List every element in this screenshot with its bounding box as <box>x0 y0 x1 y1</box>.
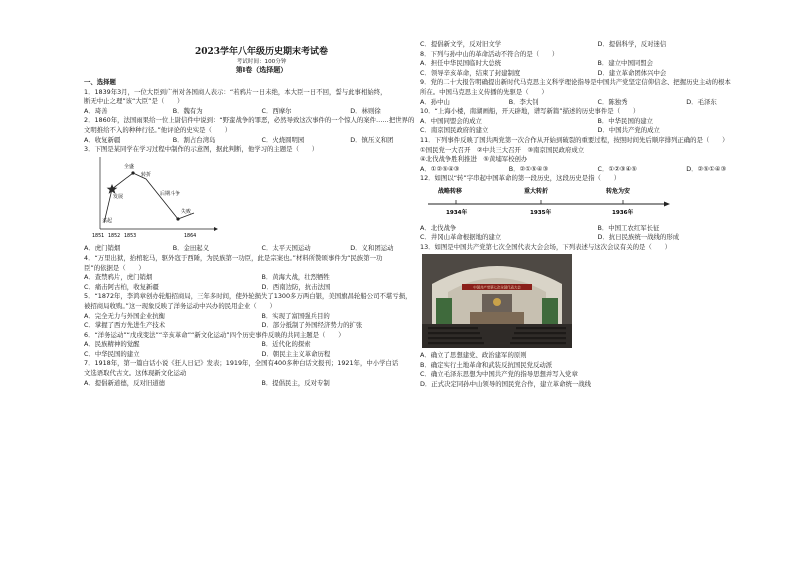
option-b[interactable]: B．建立中国同盟会 <box>597 59 654 68</box>
question-stem: 文明推给不入的种种行径。”他评论的史实是（ ） <box>84 125 232 134</box>
option-b[interactable]: B．李大钊 <box>508 97 539 106</box>
question-7-options-cont <box>420 40 775 50</box>
options <box>84 244 439 254</box>
option-a[interactable]: A．提倡新道德，反对旧道德 <box>84 378 166 387</box>
point-marker <box>176 217 179 220</box>
year-tick: 1853 <box>124 233 137 239</box>
year-tick: 1852 <box>108 233 121 239</box>
congress-hall-photo <box>422 254 572 348</box>
option-a[interactable]: A．查禁鸦片，虎门销烟 <box>84 273 153 282</box>
options <box>84 273 439 292</box>
label-fail: 失败 <box>181 208 192 215</box>
option-b[interactable]: B．提倡民主，反对专制 <box>261 378 330 387</box>
question-1 <box>84 88 439 117</box>
question-8 <box>420 50 775 79</box>
option-d[interactable]: D．中国共产党的成立 <box>597 126 660 135</box>
option-b[interactable]: B．中国工农红军长征 <box>597 223 660 232</box>
flag-left <box>436 298 452 324</box>
question-3 <box>84 145 439 254</box>
timeline-figure <box>426 184 676 220</box>
option-d[interactable]: D．朝民主主义革命历程 <box>261 349 331 358</box>
option-c[interactable]: C．掌握了西方先进生产技术 <box>84 321 166 330</box>
options <box>84 107 439 117</box>
left-column <box>84 0 439 388</box>
question-stem: 所在。中国马克思主义传播的先驱是（ ） <box>420 87 548 96</box>
question-stem: 5．“1872年，李鸿章创办轮船招商局，三年多时间，使外轮损失了1300多万两白银，美国旗昌轮船公司不堪亏损， <box>84 292 412 301</box>
option-c[interactable]: C．井冈山革命根据地的建立 <box>420 233 502 242</box>
question-stem: 2．1860年，法国雨果给一位上尉信件中说到：“野蛮战争的罪恶，必然导致这次事件的一个惊人的案件……把世界的 <box>84 116 415 125</box>
question-stem: 臣”的依据是（ ） <box>84 263 145 272</box>
timeline-event: 重大转折 <box>524 187 549 195</box>
axis-arrow-icon <box>214 227 218 231</box>
question-9 <box>420 78 775 107</box>
option-c[interactable]: C．提倡新文学，反对旧文学 <box>420 40 502 48</box>
option-c[interactable]: C．陈独秀 <box>597 97 628 106</box>
question-stem: 7．1918年，第一篇白话小说《狂人日记》发表；1919年，全国有400多种白话文报刊；1921年，中小学白话 <box>84 359 399 368</box>
option-c[interactable]: C．①②③④⑤ <box>597 164 637 173</box>
option-b[interactable]: B．魏有为 <box>172 106 203 115</box>
timeline-event: 战略转移 <box>438 187 463 195</box>
option-d[interactable]: D．义和团运动 <box>350 244 394 253</box>
option-b[interactable]: B．金田起义 <box>172 244 210 253</box>
section-heading: 一、选择题 <box>84 78 116 86</box>
exam-time: 考试时间：100分钟 <box>236 59 287 65</box>
options <box>84 312 439 331</box>
question-stem: 13．如图是中国共产党第七次全国代表大会会场，下列表述与这次会议有关的是（ ） <box>420 242 671 251</box>
option-a[interactable]: A．琦善 <box>84 106 108 115</box>
option-c[interactable]: C．领导辛亥革命，结束了封建制度 <box>420 68 521 77</box>
options <box>84 136 439 146</box>
option-c[interactable]: C．太平天国运动 <box>261 244 311 253</box>
point-marker <box>131 171 134 174</box>
option-a[interactable]: A．①②⑤④③ <box>420 164 460 173</box>
right-column <box>420 0 775 390</box>
option-b[interactable]: B．中华民国的建立 <box>597 116 654 125</box>
option-a[interactable]: A．中国同盟会的成立 <box>420 116 482 125</box>
option-b[interactable]: B．实现了富国强兵目的 <box>261 311 330 320</box>
options <box>420 224 775 243</box>
question-stem: 1．1839年3月，一位大臣到广州对各国商人表示：“若鸦片一日未绝，本大臣一日不回，誓与此事相始终， <box>84 87 387 96</box>
arrow-icon <box>664 201 670 206</box>
question-stem: 8．下列与孙中山的革命活动不符合的是（ ） <box>420 49 559 58</box>
option-a[interactable]: A．收复新疆 <box>84 135 121 144</box>
event-list: ①国民党一大召开 ②中共三大召开 ③南京国民政府成立 <box>420 145 585 154</box>
question-stem: 11．下列事件反映了国共两党第一次合作从开始到破裂的重要过程，按照时间先后顺序排列正确的是（ ） <box>420 135 729 144</box>
year-tick: 1864 <box>184 233 197 239</box>
label-turn: 转折 <box>141 171 152 178</box>
question-4 <box>84 254 439 292</box>
option-a[interactable]: A．北伐战争 <box>420 223 457 232</box>
option-d[interactable]: D．提倡科学，反对迷信 <box>597 40 667 48</box>
option-a[interactable]: A．孙中山 <box>420 97 450 106</box>
emblem <box>493 298 501 306</box>
label-late: 后期斗争 <box>160 190 181 197</box>
flag-right <box>542 298 558 324</box>
question-stem: 4．“万里出狱，抬棺驼马，驱外寇于西陲，为民族第一功臣，此是宗案也。”材料所赞颂事件为“民族第一功 <box>84 253 383 262</box>
option-a[interactable]: A．完全无力与外国企业抗衡 <box>84 311 166 320</box>
option-d[interactable]: D．正式决定同孙中山领导的国民党合作，建立革命统一战线 <box>420 380 592 389</box>
option-a[interactable]: A．民族精神的觉醒 <box>84 340 140 349</box>
event-list: ④北伐战争胜利推进 ⑤黄埔军校创办 <box>420 155 528 164</box>
question-stem: 10．“上海小楼，南湖画船，开天辟地，谱写新篇”描述的历史事件是（ ） <box>420 107 640 116</box>
question-stem: 被招商局收购。”这一现象反映了洋务运动中兴办的民用企业（ ） <box>84 301 276 310</box>
option-d[interactable]: D．毛泽东 <box>686 97 717 106</box>
options <box>84 340 439 359</box>
option-d[interactable]: D．林则徐 <box>350 106 381 115</box>
question-stem: 3．下图是某同学在学习过程中制作的示意图，据此判断，他学习的主题是（ ） <box>84 145 319 154</box>
option-b[interactable]: B．黄海大战，壮烈牺牲 <box>261 273 330 282</box>
option-b[interactable]: B．割占台湾岛 <box>172 135 216 144</box>
option-d[interactable]: D．②⑤①④③ <box>686 164 727 173</box>
label-peak: 全盛 <box>124 163 135 170</box>
option-c[interactable]: C．确立毛泽东思想为中国共产党的指导思想并写入党章 <box>420 370 578 379</box>
option-c[interactable]: C．痛击阿古柏，收复新疆 <box>84 282 159 291</box>
question-12 <box>420 174 775 242</box>
timeline-year: 1935年 <box>530 209 552 216</box>
exam-title: 2023学年八年级历史期末考试卷 <box>194 47 329 57</box>
banner-text: 中国共产党第七次全国代表大会 <box>473 285 521 290</box>
option-b[interactable]: B．确定实行土地革命和武装反抗国民党反动派 <box>420 360 553 369</box>
options <box>420 165 775 175</box>
option-d[interactable]: D．抗日民族统一战线的形成 <box>597 233 680 242</box>
label-rise: 兴起 <box>102 217 113 224</box>
option-a[interactable]: A．担任中华民国临时大总统 <box>420 59 502 68</box>
option-c[interactable]: C．火烧圆明园 <box>261 135 305 144</box>
option-d[interactable]: D．西南边防，抗击法国 <box>261 282 331 291</box>
option-a[interactable]: A．虎门销烟 <box>84 244 121 253</box>
question-stem: 文选语取代古文。这体现新文化运动 <box>84 369 187 378</box>
volume-heading: 第I卷（选择题） <box>235 66 288 74</box>
option-d[interactable]: D．部分抵制了外国经济势力的扩张 <box>261 321 363 330</box>
option-b[interactable]: B．②①⑤④③ <box>508 164 549 173</box>
option-d[interactable]: D．镇压义和团 <box>350 135 394 144</box>
option-b[interactable]: B．近代化的探索 <box>261 340 311 349</box>
options <box>420 98 775 108</box>
options <box>420 117 775 136</box>
question-6 <box>84 331 439 360</box>
label-develop: 发展 <box>113 193 124 200</box>
question-5 <box>84 292 439 330</box>
question-10 <box>420 107 775 136</box>
question-7 <box>84 359 439 388</box>
question-2 <box>84 116 439 145</box>
options <box>84 379 439 389</box>
timeline-year: 1936年 <box>612 209 634 216</box>
history-diagram <box>88 155 228 241</box>
star-icon <box>107 184 118 194</box>
options <box>420 351 775 389</box>
option-c[interactable]: C．南京国民政府的建立 <box>420 126 489 135</box>
question-stem: 断无中止之理”该“大臣”是（ ） <box>84 97 184 106</box>
year-tick: 1851 <box>92 233 105 239</box>
option-a[interactable]: A．确立了思想建党、政治建军的原则 <box>420 351 527 360</box>
question-stem: 9．党的二十大报告明确提出新时代马克思主义科学理论指导是中国共产党坚定信仰信念、把握历史主动的根本 <box>420 78 731 87</box>
options <box>420 59 775 78</box>
timeline-event: 转危为安 <box>606 187 631 195</box>
option-c[interactable]: C．中华民国的建立 <box>84 349 140 358</box>
question-stem: 12．如图以“转”字串起中国革命的第一段历史，这段历史是指（ ） <box>420 174 621 183</box>
question-11 <box>420 136 775 174</box>
question-stem: 6．“洋务运动”“戊戌变法”“辛亥革命”“新文化运动”四个历史事件反映的共同主题是（ ） <box>84 330 345 339</box>
timeline-year: 1934年 <box>446 209 468 216</box>
stage <box>470 312 524 324</box>
question-13 <box>420 243 775 390</box>
option-d[interactable]: D．建立革命团体兴中会 <box>597 68 667 77</box>
option-c[interactable]: C．西摩尔 <box>261 106 292 115</box>
